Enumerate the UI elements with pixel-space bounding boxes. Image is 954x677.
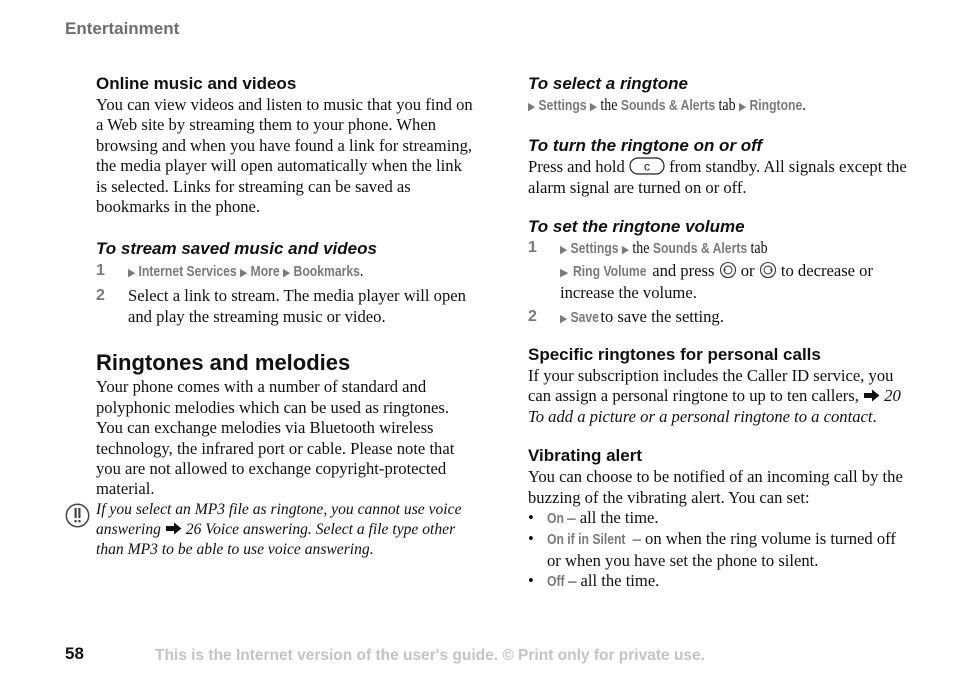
personal-period: . <box>872 406 877 426</box>
option-on-text: – all the time. <box>567 508 659 528</box>
footer-notice: This is the Internet version of the user's guide. © Print only for private use. <box>155 647 705 664</box>
left-column <box>96 73 474 500</box>
word-or: or <box>740 260 755 280</box>
step-period: . <box>359 261 364 281</box>
word-the: the <box>600 95 618 114</box>
menu-path <box>528 95 806 117</box>
option-on-if-silent: On if in Silent <box>547 532 626 549</box>
volume-down-key-icon <box>719 261 737 279</box>
path-period: . <box>802 95 806 114</box>
running-head: Entertainment <box>65 19 180 38</box>
menu-path <box>128 260 363 283</box>
volume-heading: To set the ringtone volume <box>528 217 745 237</box>
vibrating-heading: Vibrating alert <box>528 446 642 466</box>
menu-arrow-icon: ▶ <box>283 266 291 280</box>
bullet-dot: • <box>528 508 534 528</box>
word-tab: tab <box>750 238 768 258</box>
select-ringtone-path <box>528 95 908 117</box>
step-number: 2 <box>528 308 537 325</box>
menu-arrow-icon: ▶ <box>738 100 747 113</box>
pointer-arrow-icon <box>165 522 182 535</box>
word-and-press: and press <box>652 260 715 280</box>
note-text <box>96 500 465 559</box>
menu-arrow-icon: ▶ <box>560 312 568 325</box>
warning-icon <box>65 503 90 528</box>
ringtones-body: Your phone comes with a number of standard and polyphonic melodies which can be used as ringtones. You can exchange melodies via Bluetooth wireless technology, the infrared port or cable. Please note that you are not allowed to exchange copyright-protected material. <box>96 377 455 499</box>
menu-arrow-icon: ▶ <box>560 265 569 279</box>
right-column <box>528 73 908 593</box>
stream-step-1 <box>96 260 474 283</box>
step-number: 1 <box>528 239 537 257</box>
menu-item-settings: Settings <box>570 241 619 258</box>
turn-before-key: Press and hold <box>528 157 625 177</box>
menu-arrow-icon: ▶ <box>589 100 598 113</box>
menu-item-ringtone: Ringtone <box>749 98 803 114</box>
c-key-icon <box>629 157 665 175</box>
menu-path <box>560 262 648 284</box>
personal-cross-reference: 20 To add a picture or a personal ringtone to a contact <box>528 386 901 426</box>
online-body: You can view videos and listen to music that you find on a Web site by streaming them to your phone. When browsing and when you have found a link for streaming, the media player will open automatically when the link is selected. Links for streaming can be saved as bookmarks in the phone. <box>96 95 473 217</box>
option-off-text: – all the time. <box>568 571 660 591</box>
option-off: Off <box>547 574 565 591</box>
list-item <box>528 508 908 529</box>
c-key-label: c <box>643 159 650 174</box>
ringtones-heading: Ringtones and melodies <box>96 350 351 376</box>
vibrating-body: You can choose to be notified of an incoming call by the buzzing of the vibrating alert. You can set: <box>528 467 903 507</box>
menu-item-sounds-alerts: Sounds & Alerts <box>652 241 748 258</box>
list-item <box>528 571 908 592</box>
stream-steps <box>96 260 474 327</box>
menu-item-more: More <box>250 264 280 281</box>
vibrating-options <box>528 508 908 593</box>
menu-path <box>560 308 599 329</box>
menu-item-bookmarks: Bookmarks <box>293 264 360 281</box>
stream-heading: To stream saved music and videos <box>96 239 377 259</box>
volume-step-2-text: to save the setting. <box>600 307 724 326</box>
menu-arrow-icon: ▶ <box>528 100 536 113</box>
turn-ringtone-body <box>528 157 908 198</box>
select-ringtone-heading: To select a ringtone <box>528 74 688 93</box>
option-on-if-silent-text: – on when the ring volume is turned off or when you have set the phone to silent. <box>547 529 896 570</box>
option-on: On <box>547 511 564 528</box>
menu-arrow-icon: ▶ <box>621 243 630 257</box>
volume-up-key-icon <box>759 261 777 279</box>
volume-step-2 <box>528 306 908 329</box>
online-heading: Online music and videos <box>96 74 297 93</box>
bullet-dot: • <box>528 571 534 591</box>
personal-heading: Specific ringtones for personal calls <box>528 345 821 364</box>
note-part-2: 26 Voice answering. Select a file type other than MP3 to be able to use voice answering. <box>96 520 456 558</box>
personal-body <box>528 366 908 427</box>
menu-arrow-icon: ▶ <box>240 266 248 280</box>
turn-ringtone-heading: To turn the ringtone on or off <box>528 136 763 156</box>
list-item <box>528 529 908 571</box>
stream-step-2-text: Select a link to stream. The media player will open and play the streaming music or video. <box>128 286 466 327</box>
personal-body-text: If your subscription includes the Caller ID service, you can assign a personal ringtone to up to ten callers, <box>528 366 894 406</box>
menu-arrow-icon: ▶ <box>128 266 136 280</box>
note-box <box>65 500 465 559</box>
volume-step-1-end: to decrease or increase the volume. <box>560 260 874 303</box>
menu-item-settings: Settings <box>538 98 587 114</box>
word-tab: tab <box>718 95 736 114</box>
step-number: 1 <box>96 262 105 280</box>
word-the: the <box>632 238 650 258</box>
menu-item-internet-services: Internet Services <box>138 264 237 281</box>
menu-path <box>560 238 768 261</box>
bullet-dot: • <box>528 529 534 549</box>
menu-item-save: Save <box>570 310 599 326</box>
note-part-1: If you select an MP3 file as ringtone, you cannot use voice answering <box>96 501 462 538</box>
menu-item-ring-volume: Ring Volume <box>572 263 647 280</box>
turn-after-key: from standby. All signals except the alarm signal are turned on or off. <box>528 157 907 197</box>
stream-step-2 <box>96 285 474 327</box>
volume-steps <box>528 238 908 329</box>
volume-step-1 <box>528 238 908 304</box>
page-number: 58 <box>65 644 84 663</box>
menu-arrow-icon: ▶ <box>560 243 568 257</box>
menu-item-sounds-alerts: Sounds & Alerts <box>620 98 716 114</box>
step-number: 2 <box>96 287 105 305</box>
pointer-arrow-icon <box>863 389 880 402</box>
